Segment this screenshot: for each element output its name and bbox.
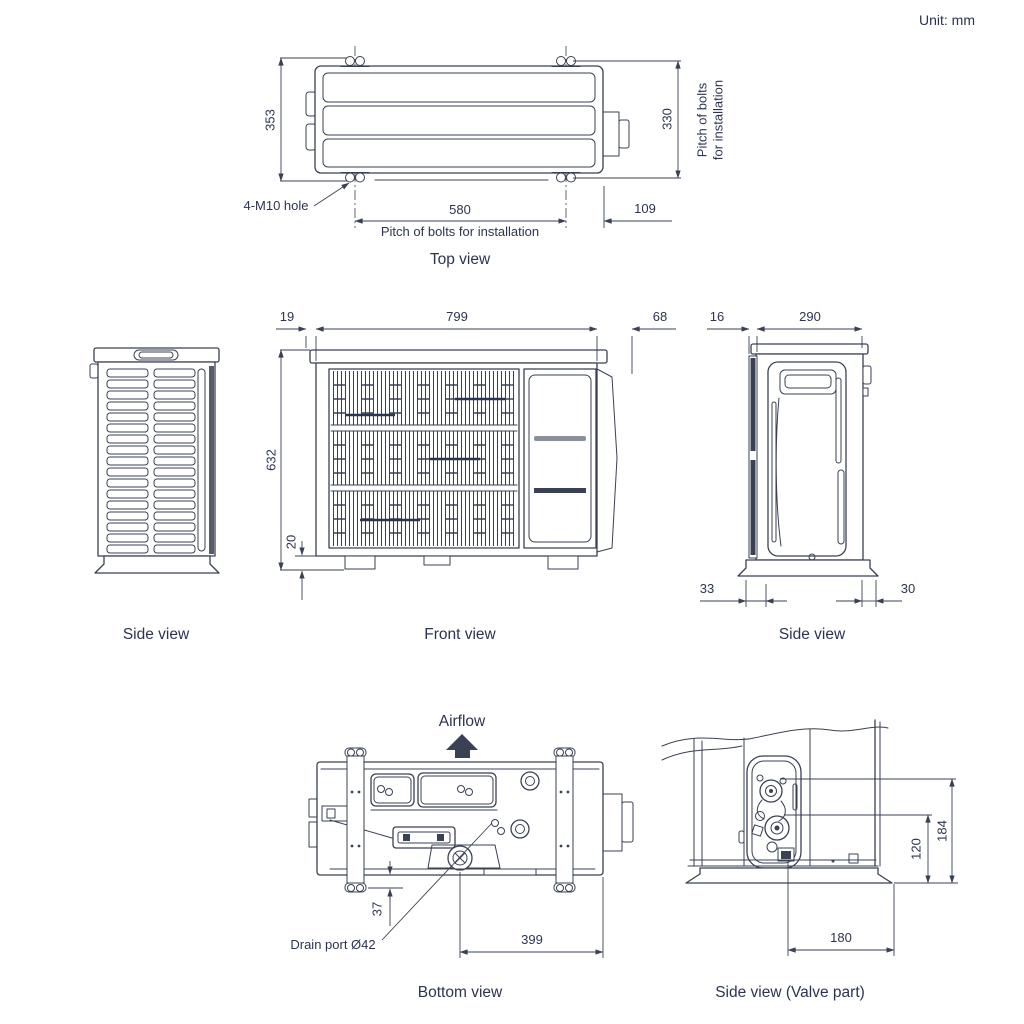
side-view-left: [90, 348, 219, 643]
pitch-note-bottom: Pitch of bolts for installation: [380, 224, 540, 239]
grille: [329, 369, 519, 548]
pitch-note-side-line2: for installation: [710, 79, 726, 161]
top-view-caption: Top view: [429, 251, 491, 268]
dim-580: 580: [449, 202, 471, 217]
dim-37: 37: [369, 901, 385, 917]
top-cap: [310, 350, 607, 363]
base-foot: [738, 560, 878, 576]
dim-184: 184: [934, 820, 950, 842]
valve-cover-step: [619, 120, 629, 148]
side-view-left-caption: Side view: [122, 626, 190, 643]
dim-109: 109: [634, 201, 656, 216]
front-view-drawing: [310, 350, 617, 569]
side-cover-edge: [597, 369, 617, 552]
top-view: [243, 46, 725, 268]
dim-353: 353: [262, 109, 278, 131]
side-view-left-drawing: [90, 348, 219, 573]
dim-33: 33: [699, 581, 715, 596]
valve-cover: [603, 794, 622, 851]
foot: [548, 556, 578, 569]
dim-399: 399: [521, 932, 543, 947]
dim-19: 19: [279, 309, 295, 324]
valve-view-drawing: [662, 720, 892, 883]
dim-68: 68: [652, 309, 668, 324]
bottom-view-drawing: [309, 748, 633, 892]
dim-330: 330: [659, 108, 675, 130]
airflow-label: Airflow: [438, 713, 486, 730]
pitch-note-side-line1: Pitch of bolts: [694, 82, 710, 158]
side-view-right: [700, 309, 915, 643]
dim-180: 180: [830, 930, 852, 945]
top-view-drawing: [306, 46, 629, 228]
mount-rail: [345, 748, 366, 892]
bottom-view-caption: Bottom view: [417, 984, 503, 1001]
hole-label: 4-M10 hole: [243, 198, 309, 213]
unit-note: Unit: mm: [919, 12, 975, 28]
foot: [345, 556, 375, 569]
drain-tab: [424, 556, 450, 565]
dim-16: 16: [709, 309, 725, 324]
dim-632: 632: [263, 449, 279, 471]
valve-view-caption: Side view (Valve part): [715, 984, 865, 1001]
base-foot: [95, 556, 219, 573]
unit-body-top: [315, 66, 603, 173]
bottom-view: [290, 713, 633, 1001]
airflow-arrow-icon: [446, 734, 478, 758]
dim-799: 799: [446, 309, 468, 324]
dim-20: 20: [283, 534, 299, 550]
side-view-right-drawing: [738, 344, 878, 576]
dim-30: 30: [900, 581, 916, 596]
front-view-caption: Front view: [424, 626, 496, 643]
drain-label: Drain port Ø42: [290, 937, 376, 952]
front-view: [263, 309, 676, 643]
panel-bar-dark: [534, 488, 586, 493]
side-view-right-caption: Side view: [778, 626, 846, 643]
dim-120: 120: [908, 838, 924, 860]
panel-bar-gray: [534, 436, 586, 441]
valve-view: [662, 720, 958, 1001]
top-cap: [751, 344, 868, 354]
dim-290: 290: [799, 309, 821, 324]
mount-rail: [554, 748, 575, 892]
base-foot: [686, 868, 892, 883]
